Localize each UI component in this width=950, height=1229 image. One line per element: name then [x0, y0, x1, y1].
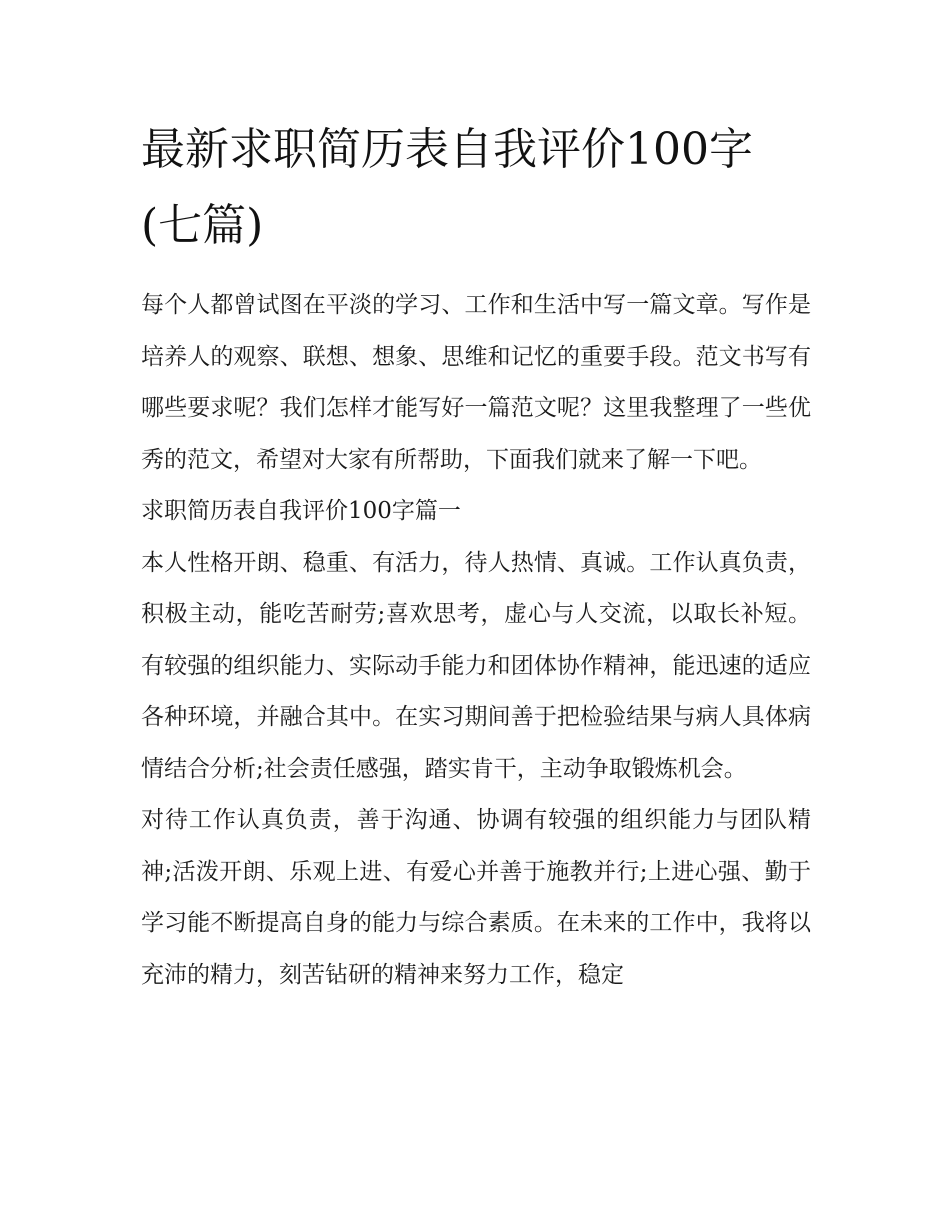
intro-paragraph: 每个人都曾试图在平淡的学习、工作和生活中写一篇文章。写作是培养人的观察、联想、想象、思维和记忆的重要手段。范文书写有哪些要求呢？我们怎样才能写好一篇范文呢？这里我整理了一些优秀的范文，希望对大家有所帮助，下面我们就来了解一下吧。 — [141, 292, 811, 473]
body-paragraph: 本人性格开朗、稳重、有活力，待人热情、真诚。工作认真负责，积极主动，能吃苦耐劳;喜欢思考，虚心与人交流，以取长补短。有较强的组织能力、实际动手能力和团体协作精神，能迅速的适应各种环境，并融合其中。在实习期间善于把检验结果与病人具体病情结合分析;社会责任感强，踏实肯干，主动争取锻炼机会。 — [141, 549, 811, 782]
section-heading: 求职简历表自我评价100字篇一 — [141, 498, 461, 524]
document-title: 最新求职简历表自我评价100字(七篇) — [141, 124, 753, 251]
document-body — [141, 112, 811, 1001]
body-paragraph: 对待工作认真负责，善于沟通、协调有较强的组织能力与团队精神;活泼开朗、乐观上进、有爱心并善于施教并行;上进心强、勤于学习能不断提高自身的能力与综合素质。在未来的工作中，我将以充沛的精力，刻苦钻研的精神来努力工作，稳定 — [141, 807, 811, 988]
